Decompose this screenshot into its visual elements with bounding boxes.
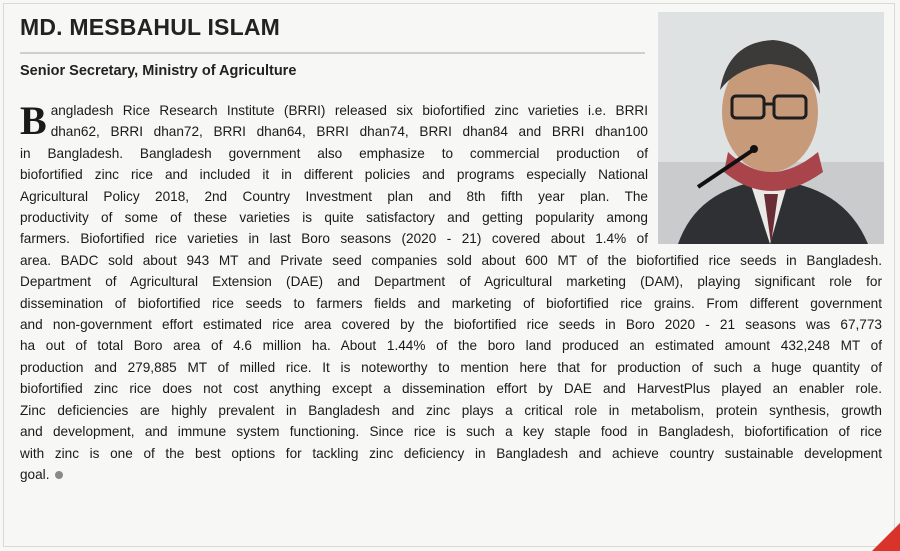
- article-line: biofortified zinc rice does not cost anything except a dissemination effort by DAE and HarvestPlus played an enabler role.: [20, 381, 882, 397]
- article-line: and non-government effort estimated rice area covered by the biofortified rice seeds in Boro 2020 - 21 seasons was 67,773: [20, 317, 882, 333]
- article-last-line: [20, 464, 882, 485]
- author-designation: Senior Secretary, Ministry of Agriculture: [20, 63, 297, 79]
- article-line: farmers. Biofortified rice varieties in last Boro seasons (2020 - 21) covered about 1.4% of: [20, 231, 648, 247]
- author-name: MD. MESBAHUL ISLAM: [20, 14, 281, 40]
- article-body: [20, 100, 882, 485]
- article-line: biofortified zinc rice and included it in different policies and programs especially National: [20, 167, 648, 183]
- header-divider: [20, 52, 645, 54]
- article-line: in Bangladesh. Bangladesh government also emphasize to commercial production of: [20, 145, 648, 161]
- article-line: dhan62, BRRI dhan72, BRRI dhan64, BRRI dhan74, BRRI dhan84 and BRRI dhan100: [50, 124, 648, 140]
- corner-accent: [872, 523, 900, 551]
- article-line: goal.: [20, 466, 50, 482]
- article-line: Zinc deficiencies are highly prevalent in Bangladesh and zinc plays a critical role in metabolism, protein synthesis, growth: [20, 402, 882, 418]
- article-line: Department of Agricultural Extension (DAE) and Department of Agricultural marketing (DAM), playing significant role for: [20, 274, 882, 290]
- article-line: and development, and immune system functioning. Since rice is such a key staple food in Bangladesh, biofortification of rice: [20, 424, 882, 440]
- article-line: production and 279,885 MT of milled rice. It is noteworthy to mention here that for production of such a huge quantity of: [20, 359, 882, 375]
- article-line: Agricultural Policy 2018, 2nd Country Investment plan and 8th fifth year plan. The: [20, 188, 648, 204]
- article-line: productivity of some of these varieties is quite satisfactory and getting popularity among: [20, 210, 648, 226]
- article-line: area. BADC sold about 943 MT and Private seed companies sold about 600 MT of the biofortified rice seeds in Bangladesh.: [20, 252, 882, 268]
- article-line: dissemination of biofortified rice seeds to farmers fields and marketing of biofortified rice grains. From different government: [20, 295, 882, 311]
- article-line: ha out of total Boro area of 4.6 million ha. About 1.44% of the boro land produced an estimated amount 432,248 MT of: [20, 338, 882, 354]
- article-line: with zinc is one of the best options for tackling zinc deficiency in Bangladesh and achieve country sustainable development: [20, 445, 882, 461]
- end-mark-icon: [55, 471, 63, 479]
- drop-cap: B: [20, 98, 47, 143]
- article-line: angladesh Rice Research Institute (BRRI) released six biofortified zinc varieties i.e. BRRI: [50, 103, 648, 118]
